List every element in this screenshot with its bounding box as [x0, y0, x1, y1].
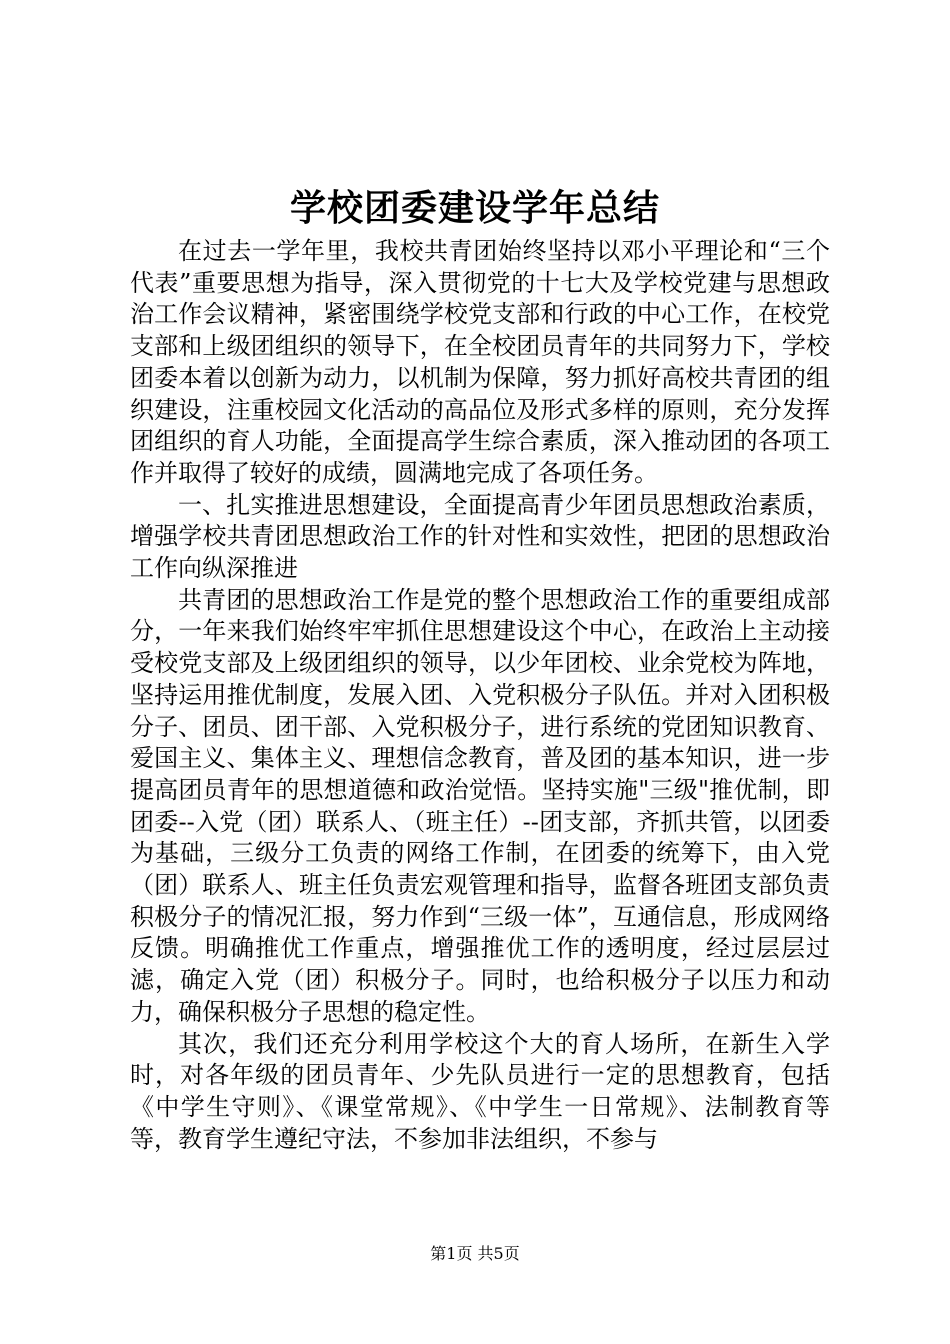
paragraph-secondly: 其次，我们还充分利用学校这个大的育人场所，在新生入学时，对各年级的团员青年、少先队员进行一定的思想教育，包括《中学生守则》、《课堂常规》、《中学生一日常规》、法制教育等等，教育学生遵纪守法，不参加非法组织，不参与	[130, 1029, 830, 1153]
paragraph-ideology-work: 共青团的思想政治工作是党的整个思想政治工作的重要组成部分，一年来我们始终牢牢抓住思想建设这个中心，在政治上主动接受校党支部及上级团组织的领导，以少年团校、业余党校为阵地，坚持运用推优制度，发展入团、入党积极分子队伍。并对入团积极分子、团员、团干部、入党积极分子，进行系统的党团知识教育、爱国主义、集体主义、理想信念教育，普及团的基本知识，进一步提高团员青年的思想道德和政治觉悟。坚持实施"三级"推优制，即团委--入党（团）联系人、（班主任）--团支部，齐抓共管，以团委为基础，三级分工负责的网络工作制，在团委的统筹下，由入党（团）联系人、班主任负责宏观管理和指导，监督各班团支部负责积极分子的情况汇报，努力作到“三级一体”，互通信息，形成网络反馈。明确推优工作重点，增强推优工作的透明度，经过层层过滤，确定入党（团）积极分子。同时，也给积极分子以压力和动力，确保积极分子思想的稳定性。	[130, 585, 830, 1026]
paragraph-intro: 在过去一学年里，我校共青团始终坚持以邓小平理论和“三个代表”重要思想为指导，深入贯彻党的十七大及学校党建与思想政治工作会议精神，紧密围绕学校党支部和行政的中心工作，在校党支部和上级团组织的领导下，在全校团员青年的共同努力下，学校团委本着以创新为动力，以机制为保障，努力抓好高校共青团的组织建设，注重校园文化活动的高品位及形式多样的原则，充分发挥团组织的育人功能，全面提高学生综合素质，深入推动团的各项工作并取得了较好的成绩，圆满地完成了各项任务。	[130, 237, 830, 487]
paragraph-section-heading: 一、扎实推进思想建设，全面提高青少年团员思想政治素质，增强学校共青团思想政治工作的针对性和实效性，把团的思想政治工作向纵深推进	[130, 490, 830, 583]
document-body	[130, 236, 830, 1155]
page-footer: 第1页 共5页	[430, 1244, 520, 1263]
document-title: 学校团委建设学年总结	[289, 187, 660, 229]
